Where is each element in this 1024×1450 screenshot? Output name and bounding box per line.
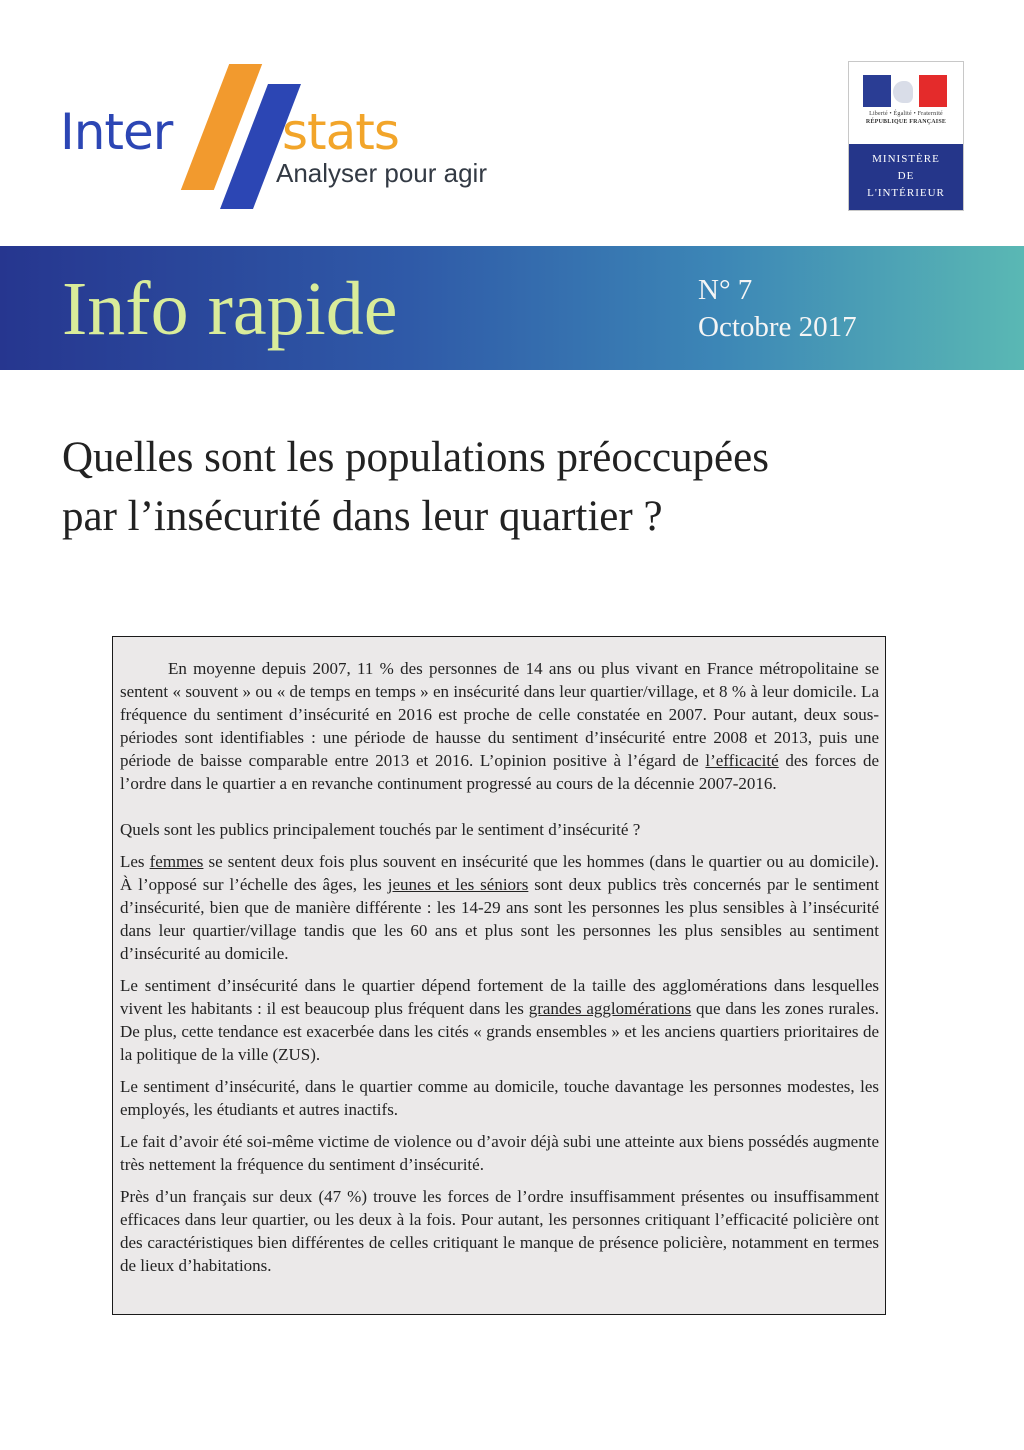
efficacite-link[interactable]: l’efficacité bbox=[705, 751, 779, 770]
banner-title: Info rapide bbox=[62, 267, 398, 351]
interstats-logo bbox=[0, 0, 560, 230]
ministry-line-2: DE bbox=[897, 170, 915, 182]
republic-text: RÉPUBLIQUE FRANÇAISE bbox=[865, 119, 947, 125]
motto-text: Liberté • Égalité • Fraternité bbox=[869, 111, 943, 117]
issue-number: N° 7 bbox=[698, 274, 753, 306]
logo-text-stats: stats bbox=[282, 103, 399, 161]
ministry-line-1: MINISTÈRE bbox=[872, 153, 940, 165]
paragraph-agglomerations: Le sentiment d’insécurité dans le quartier dépend fortement de la taille des agglomérations dans lesquelles vivent les habitants : il est beaucoup plus fréquent dans les grandes agglomérations que dans les zones rurales. De plus, cette tendance est exacerbée dans les cités « grands ensembles » et les anciens quartiers prioritaires de la politique de la ville (ZUS). bbox=[120, 976, 879, 1064]
paragraph-victimes: Le fait d’avoir été soi-même victime de violence ou d’avoir déjà subi une atteinte aux biens possédés augmente très nettement la fréquence du sentiment d’insécurité. bbox=[120, 1132, 879, 1174]
grandes-agglomerations-link[interactable]: grandes agglomérations bbox=[528, 999, 692, 1018]
republic-motto bbox=[849, 110, 963, 126]
jeunes-seniors-link[interactable]: jeunes et les séniors bbox=[387, 875, 529, 894]
page-title-line-2: par l’insécurité dans leur quartier ? bbox=[62, 493, 663, 540]
french-flag-icon bbox=[863, 75, 947, 107]
page-title-line-1: Quelles sont les populations préoccupées bbox=[62, 434, 769, 481]
summary-intro-paragraph: En moyenne depuis 2007, 11 % des personnes de 14 ans ou plus vivant en France métropolitaine se sentent « souvent » ou « de temps en temps » en insécurité dans leur quartier/village, et 8 % à leur domicile. La fréquence du sentiment d’insécurité en 2016 est proche de celle constatée en 2007. Pour autant, deux sous-périodes sont identifiables : une période de hausse du sentiment d’insécurité entre 2008 et 2013, puis une période de baisse comparable entre 2013 et 2016. L’opinion positive à l’égard de l’efficacité des forces de l’ordre dans le quartier a en revanche continument progressé au cours de la décennie 2007-2016. bbox=[120, 659, 879, 793]
paragraph-femmes: Les femmes se sentent deux fois plus souvent en insécurité que les hommes (dans le quartier ou au domicile). À l’opposé sur l’échelle des âges, les jeunes et les séniors sont deux publics très concernés par le sentiment d’insécurité, bien que de manière différente : les 14-29 ans sont les personnes les plus sensibles à l’insécurité dans leur quartier/village tandis que les 60 ans et plus sont les personnes les plus sensibles au sentiment d’insécurité au domicile. bbox=[120, 852, 880, 963]
logo-tagline: Analyser pour agir bbox=[276, 158, 487, 188]
ministry-logo bbox=[848, 61, 964, 211]
femmes-link[interactable]: femmes bbox=[149, 852, 204, 871]
summary-question: Quels sont les publics principalement touchés par le sentiment d’insécurité ? bbox=[120, 820, 641, 839]
ministry-line-3: L'INTÉRIEUR bbox=[867, 187, 945, 199]
page-title bbox=[62, 428, 982, 546]
issue-date: Octobre 2017 bbox=[698, 311, 857, 343]
summary-box bbox=[112, 636, 886, 1315]
info-rapide-banner bbox=[0, 246, 1024, 370]
marianne-icon bbox=[893, 81, 913, 103]
logo-text-inter: Inter bbox=[60, 103, 173, 161]
ministry-name bbox=[849, 144, 963, 210]
paragraph-forces-ordre: Près d’un français sur deux (47 %) trouve les forces de l’ordre insuffisamment présentes ou insuffisamment efficaces dans leur quartier, ou les deux à la fois. Pour autant, les personnes critiquant l’efficacité policière ont des caractéristiques bien différentes de celles critiquant le manque de présence policière, notamment en termes de lieux d’habitations. bbox=[120, 1187, 879, 1275]
paragraph-modestes: Le sentiment d’insécurité, dans le quartier comme au domicile, touche davantage les personnes modestes, les employés, les étudiants et autres inactifs. bbox=[120, 1077, 879, 1119]
